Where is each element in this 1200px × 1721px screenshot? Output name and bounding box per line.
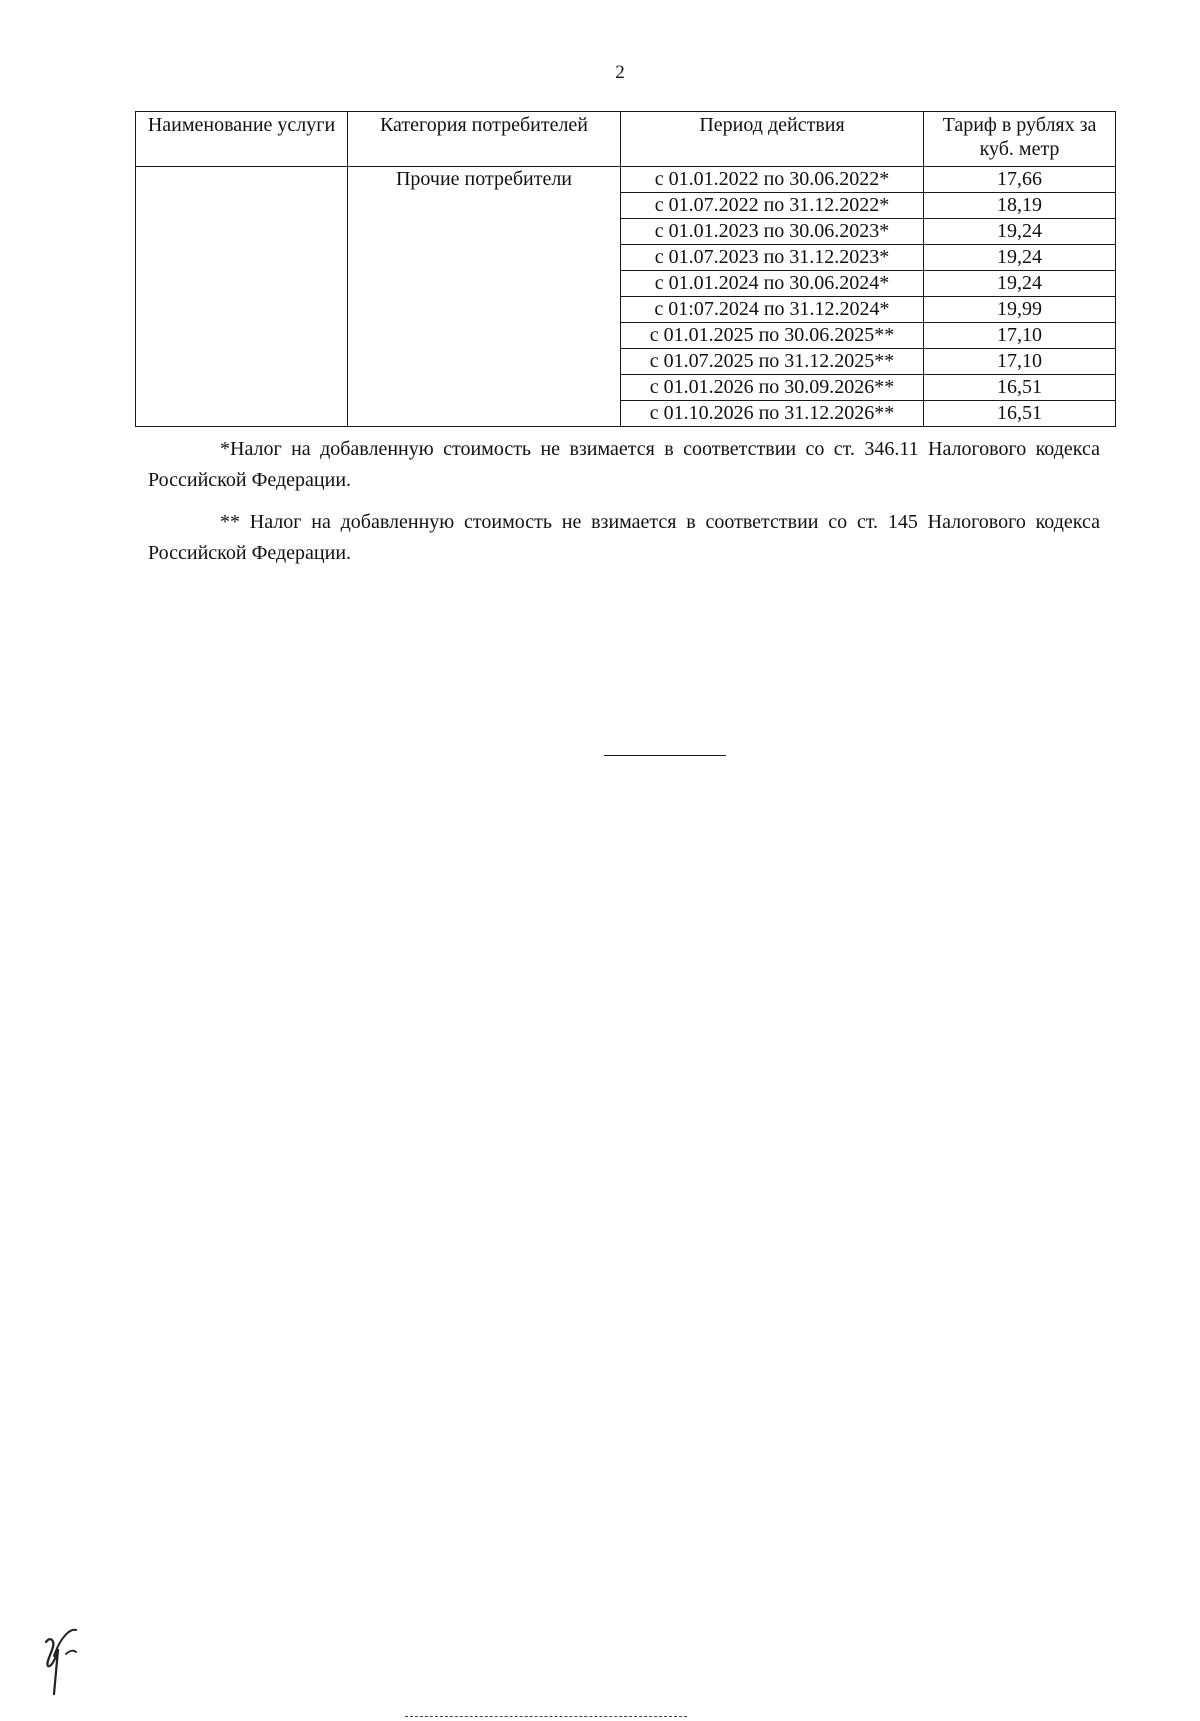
footnote-vat-346: *Налог на добавленную стоимость не взимается в соответствии со ст. 346.11 Налогового кодекса Российской Федерации.: [148, 438, 1100, 491]
tariff-cell: 17,10: [924, 323, 1116, 349]
end-divider: [604, 755, 726, 756]
header-service: Наименование услуги: [136, 112, 348, 167]
table-header-row: [136, 112, 1116, 167]
scan-edge-line: [405, 1716, 687, 1717]
tariff-cell: 19,24: [924, 219, 1116, 245]
tariff-cell: 16,51: [924, 401, 1116, 427]
service-name-cell: [136, 167, 348, 427]
period-cell: с 01.07.2022 по 31.12.2022*: [621, 193, 924, 219]
period-cell: с 01.10.2026 по 31.12.2026**: [621, 401, 924, 427]
consumer-category-cell: Прочие потребители: [348, 167, 621, 427]
period-cell: с 01.07.2023 по 31.12.2023*: [621, 245, 924, 271]
footnotes: [148, 434, 1100, 580]
table-row: [136, 167, 1116, 193]
period-cell: с 01.01.2023 по 30.06.2023*: [621, 219, 924, 245]
tariff-cell: 16,51: [924, 375, 1116, 401]
period-cell: с 01.01.2024 по 30.06.2024*: [621, 271, 924, 297]
tariff-cell: 19,24: [924, 245, 1116, 271]
period-cell: с 01.01.2022 по 30.06.2022*: [621, 167, 924, 193]
header-period: Период действия: [621, 112, 924, 167]
period-cell: с 01.01.2026 по 30.09.2026**: [621, 375, 924, 401]
header-tariff: Тариф в рублях за куб. метр: [924, 112, 1116, 167]
tariff-table: [135, 111, 1116, 427]
page-number: 2: [615, 62, 625, 83]
period-cell: с 01.07.2025 по 31.12.2025**: [621, 349, 924, 375]
tariff-cell: 17,66: [924, 167, 1116, 193]
tariff-cell: 18,19: [924, 193, 1116, 219]
tariff-cell: 17,10: [924, 349, 1116, 375]
period-cell: с 01.01.2025 по 30.06.2025**: [621, 323, 924, 349]
period-cell: с 01:07.2024 по 31.12.2024*: [621, 297, 924, 323]
signature-icon: [40, 1620, 90, 1700]
tariff-cell: 19,24: [924, 271, 1116, 297]
tariff-cell: 19,99: [924, 297, 1116, 323]
footnote-vat-145: ** Налог на добавленную стоимость не взимается в соответствии со ст. 145 Налогового кодекса Российской Федерации.: [148, 511, 1100, 564]
header-category: Категория потребителей: [348, 112, 621, 167]
